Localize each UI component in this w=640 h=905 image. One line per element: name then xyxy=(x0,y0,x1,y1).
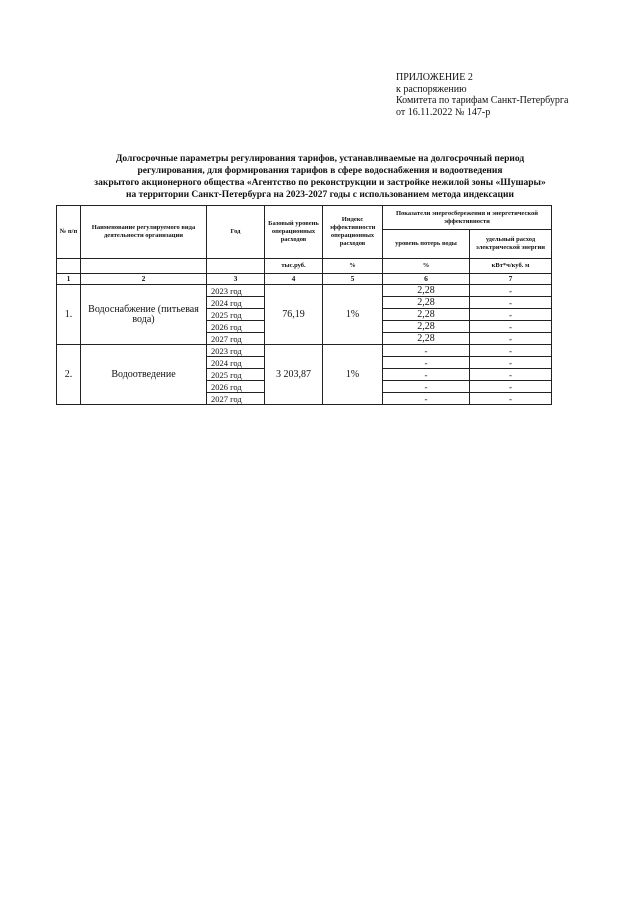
column-number: 4 xyxy=(265,274,323,285)
year-cell: 2026 год xyxy=(207,321,265,333)
losses-cell: - xyxy=(383,381,470,393)
header-energy-group: Показатели энергосбережения и энергетической эффективности xyxy=(383,206,552,230)
table-row xyxy=(57,285,552,297)
appendix-block xyxy=(396,72,568,118)
consumption-cell: - xyxy=(470,357,552,369)
losses-cell: 2,28 xyxy=(383,309,470,321)
group-num: 1. xyxy=(57,285,81,345)
group-efficiency-index: 1% xyxy=(323,285,383,345)
consumption-cell: - xyxy=(470,309,552,321)
consumption-cell: - xyxy=(470,393,552,405)
appendix-line: ПРИЛОЖЕНИЕ 2 xyxy=(396,72,473,83)
losses-cell: - xyxy=(383,393,470,405)
losses-cell: 2,28 xyxy=(383,297,470,309)
column-number: 2 xyxy=(81,274,207,285)
consumption-cell: - xyxy=(470,369,552,381)
document-title xyxy=(56,153,584,201)
year-cell: 2026 год xyxy=(207,381,265,393)
unit-empty-cell xyxy=(57,259,81,274)
consumption-cell: - xyxy=(470,381,552,393)
consumption-cell: - xyxy=(470,345,552,357)
losses-cell: 2,28 xyxy=(383,333,470,345)
year-cell: 2024 год xyxy=(207,357,265,369)
unit-empty-cell xyxy=(81,259,207,274)
consumption-cell: - xyxy=(470,321,552,333)
header-water-losses: уровень потерь воды xyxy=(383,230,470,259)
year-cell: 2024 год xyxy=(207,297,265,309)
header-base-opex: Базовый уровень операционных расходов xyxy=(265,206,323,259)
title-line: регулирования, для формирования тарифов в сфере водоснабжения и водоотведения xyxy=(137,166,503,176)
year-cell: 2027 год xyxy=(207,393,265,405)
header-year: Год xyxy=(207,206,265,259)
group-base-opex: 3 203,87 xyxy=(265,345,323,405)
group-efficiency-index: 1% xyxy=(323,345,383,405)
title-line: закрытого акционерного общества «Агентство по реконструкции и застройке нежилой зоны «Шушары» xyxy=(94,178,546,188)
consumption-cell: - xyxy=(470,333,552,345)
consumption-cell: - xyxy=(470,297,552,309)
column-number: 5 xyxy=(323,274,383,285)
unit-consumption: кВт*ч/куб. м xyxy=(470,259,552,274)
losses-cell: 2,28 xyxy=(383,321,470,333)
consumption-cell: - xyxy=(470,285,552,297)
title-line: на территории Санкт-Петербурга на 2023-2027 годы с использованием метода индексации xyxy=(126,190,514,200)
column-number: 6 xyxy=(383,274,470,285)
unit-index: % xyxy=(323,259,383,274)
title-line: Долгосрочные параметры регулирования тарифов, устанавливаемые на долгосрочный период xyxy=(115,154,525,164)
year-cell: 2027 год xyxy=(207,333,265,345)
year-cell: 2025 год xyxy=(207,309,265,321)
units-row xyxy=(57,259,552,274)
column-number: 7 xyxy=(470,274,552,285)
year-cell: 2025 год xyxy=(207,369,265,381)
unit-losses: % xyxy=(383,259,470,274)
column-numbers-row xyxy=(57,274,552,285)
column-number: 3 xyxy=(207,274,265,285)
appendix-line: от 16.11.2022 № 147-р xyxy=(396,106,491,118)
losses-cell: - xyxy=(383,345,470,357)
header-energy-consumption: удельный расход электрической энергии xyxy=(470,230,552,259)
year-cell: 2023 год xyxy=(207,345,265,357)
group-num: 2. xyxy=(57,345,81,405)
losses-cell: - xyxy=(383,369,470,381)
losses-cell: - xyxy=(383,357,470,369)
unit-empty-cell xyxy=(207,259,265,274)
year-cell: 2023 год xyxy=(207,285,265,297)
appendix-line: Комитета по тарифам Санкт-Петербурга xyxy=(396,95,569,106)
group-base-opex: 76,19 xyxy=(265,285,323,345)
appendix-line: к распоряжению xyxy=(396,83,467,95)
table-row xyxy=(57,345,552,357)
group-name: Водоснабжение (питьевая вода) xyxy=(81,285,207,345)
unit-base: тыс.руб. xyxy=(265,259,323,274)
losses-cell: 2,28 xyxy=(383,285,470,297)
header-num: № п/п xyxy=(57,206,81,259)
header-name: Наименование регулируемого вида деятельности организации xyxy=(81,206,207,259)
header-efficiency-index: Индекс эффективности операционных расходов xyxy=(323,206,383,259)
group-name: Водоотведение xyxy=(81,345,207,405)
column-number: 1 xyxy=(57,274,81,285)
tariff-parameters-table xyxy=(56,205,552,405)
header-row xyxy=(57,206,552,230)
